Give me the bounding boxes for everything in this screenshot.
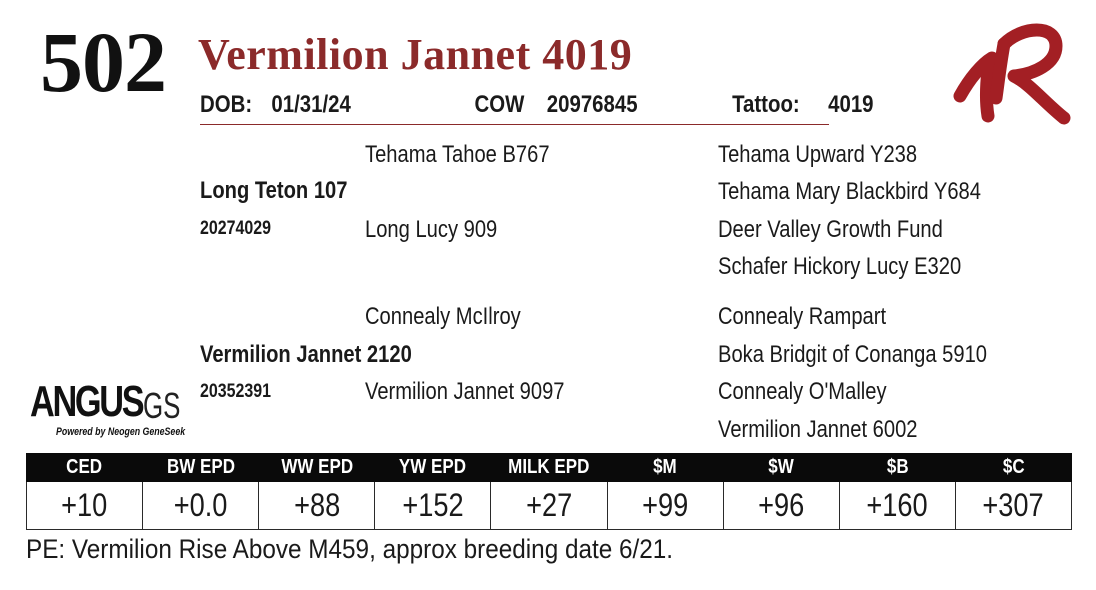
dam-registration: 20352391: [200, 381, 272, 402]
epd-header: $B: [839, 454, 955, 482]
registration-label: COW: [474, 91, 525, 118]
ancestor-name: Tehama Upward Y238: [718, 141, 918, 168]
epd-value: +0.0: [143, 482, 259, 530]
animal-info-row: [200, 88, 874, 125]
ancestor-name: Connealy O'Malley: [718, 378, 887, 405]
animal-name: Vermilion Jannet 4019: [198, 30, 633, 79]
ancestor-name: Boka Bridgit of Conanga 5910: [718, 341, 987, 368]
epd-value: +160: [839, 482, 955, 530]
epd-header: $W: [723, 454, 839, 482]
epd-value: +88: [259, 482, 375, 530]
sire-sire-name: Tehama Tahoe B767: [365, 141, 550, 168]
epd-value: +96: [723, 482, 839, 530]
ancestor-name: Vermilion Jannet 6002: [718, 416, 918, 443]
epd-value: +99: [607, 482, 723, 530]
sire-name: Long Teton 107: [200, 177, 348, 204]
pregnancy-note: PE: Vermilion Rise Above M459, approx breeding date 6/21.: [26, 534, 674, 564]
dob-label: DOB:: [200, 91, 253, 118]
epd-table: [26, 453, 1072, 530]
epd-header: BW EPD: [143, 454, 259, 482]
ancestor-name: Schafer Hickory Lucy E320: [718, 253, 962, 280]
sire-registration: 20274029: [200, 218, 272, 239]
ancestor-name: Deer Valley Growth Fund: [718, 216, 943, 243]
tattoo-label: Tattoo:: [732, 91, 800, 118]
angus-gs-logo: [30, 378, 190, 444]
ancestor-name: Connealy Rampart: [718, 303, 887, 330]
tattoo-value: 4019: [828, 91, 874, 118]
epd-value: +10: [27, 482, 143, 530]
epd-header: $C: [955, 454, 1071, 482]
dam-dam-name: Vermilion Jannet 9097: [365, 378, 565, 405]
angus-logo-tagline: Powered by Neogen GeneSeek: [56, 426, 186, 438]
epd-header-row: [27, 454, 1072, 482]
epd-value: +307: [955, 482, 1071, 530]
sire-dam-name: Long Lucy 909: [365, 216, 498, 243]
dob-value: 01/31/24: [271, 91, 351, 118]
epd-value-row: [27, 482, 1072, 530]
ancestor-name: Tehama Mary Blackbird Y684: [718, 178, 981, 205]
angus-logo-text: ANGUS: [30, 377, 143, 426]
epd-value: +152: [375, 482, 491, 530]
epd-header: MILK EPD: [491, 454, 607, 482]
dam-sire-name: Connealy McIlroy: [365, 303, 521, 330]
epd-header: WW EPD: [259, 454, 375, 482]
epd-header: $M: [607, 454, 723, 482]
registration-value: 20976845: [546, 91, 638, 118]
dam-name: Vermilion Jannet 2120: [200, 341, 412, 368]
epd-header: CED: [27, 454, 143, 482]
lot-number: 502: [40, 14, 166, 110]
vr-logo-icon: [952, 18, 1072, 133]
epd-value: +27: [491, 482, 607, 530]
angus-logo-suffix: GS: [143, 385, 181, 426]
epd-header: YW EPD: [375, 454, 491, 482]
